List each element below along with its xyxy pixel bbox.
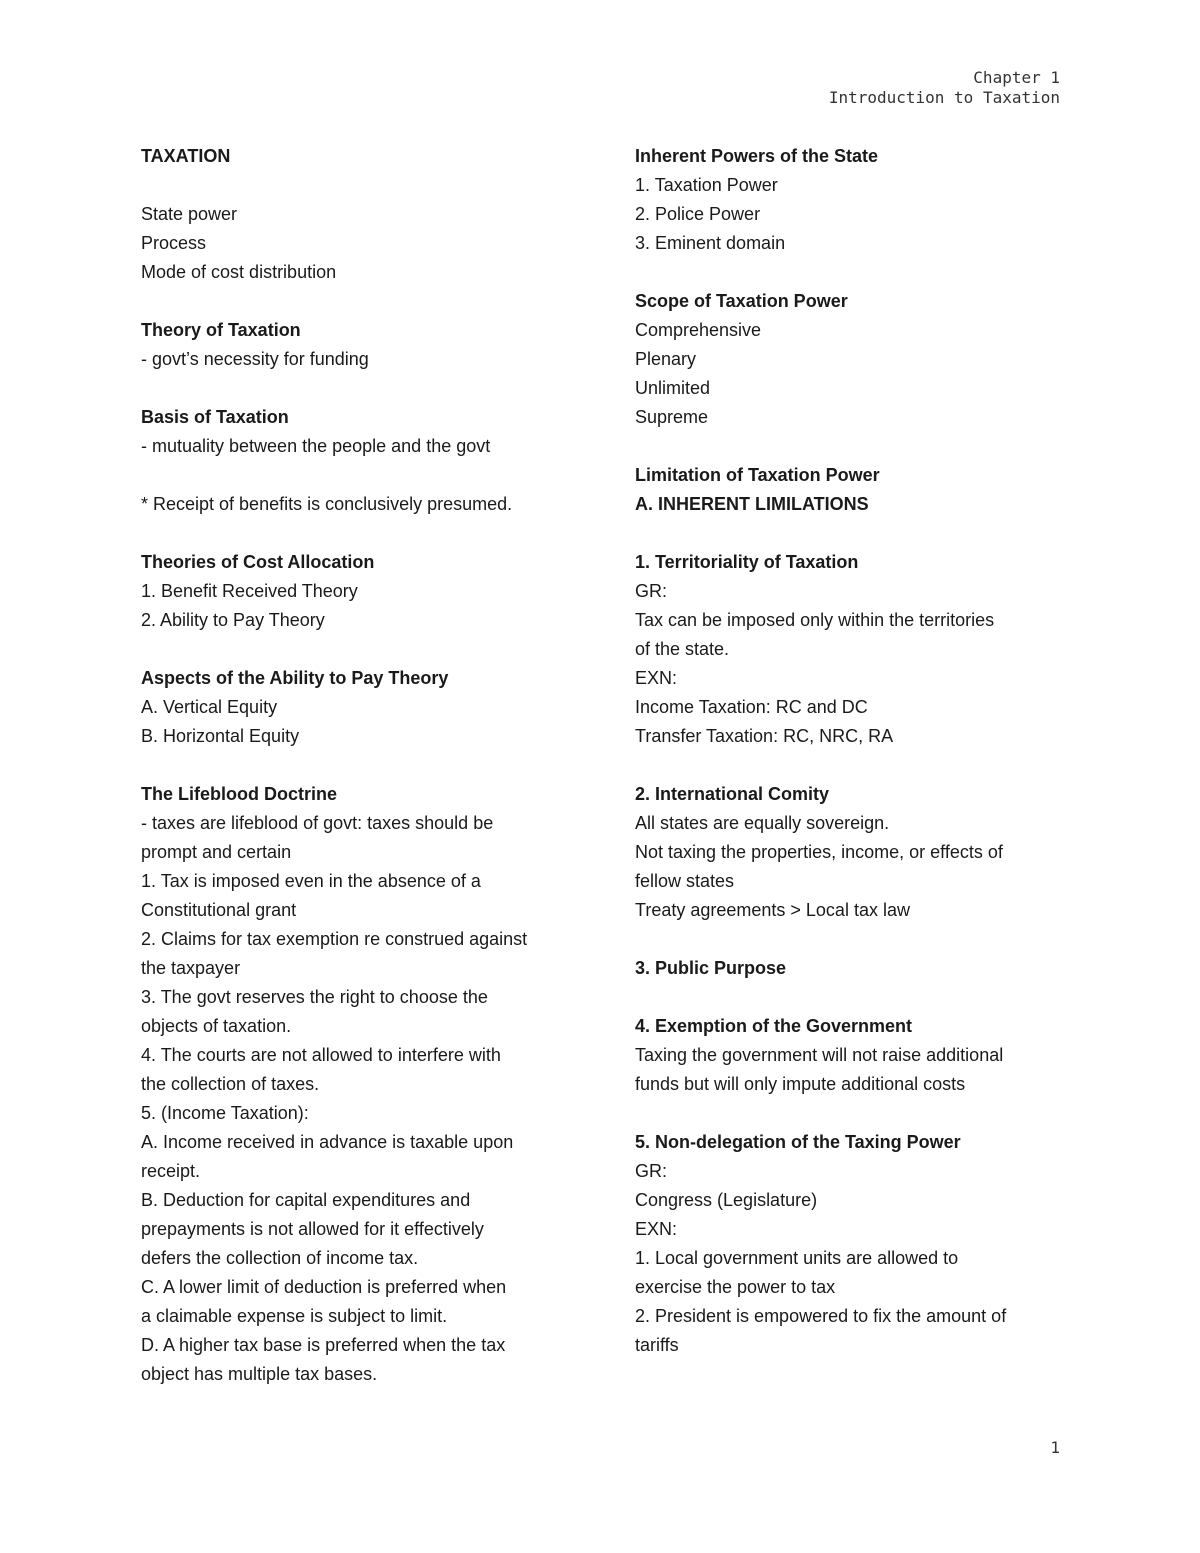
section-heading: 3. Public Purpose <box>635 958 787 978</box>
text-line: tariffs <box>635 1335 679 1355</box>
blank-line <box>141 287 581 316</box>
text-line: Tax can be imposed only within the territories <box>635 610 995 630</box>
blank-line <box>635 519 1065 548</box>
text-line: State power <box>141 204 238 224</box>
text-line: Taxing the government will not raise additional <box>635 1045 1004 1065</box>
section-heading: A. INHERENT LIMILATIONS <box>635 494 869 514</box>
text-line: 3. Eminent domain <box>635 233 786 253</box>
text-line: 1. Benefit Received Theory <box>141 581 358 601</box>
blank-line <box>635 983 1065 1012</box>
text-line: the taxpayer <box>141 958 241 978</box>
section-heading: Theories of Cost Allocation <box>141 552 375 572</box>
left-column <box>141 142 581 1389</box>
text-line: GR: <box>635 581 668 601</box>
text-line: 2. Police Power <box>635 204 761 224</box>
text-line: A. Income received in advance is taxable upon <box>141 1132 514 1152</box>
blank-line <box>141 635 581 664</box>
text-line: Income Taxation: RC and DC <box>635 697 868 717</box>
blank-line <box>141 751 581 780</box>
text-line: object has multiple tax bases. <box>141 1364 378 1384</box>
section-heading: 2. International Comity <box>635 784 830 804</box>
text-line: Supreme <box>635 407 709 427</box>
text-line: Mode of cost distribution <box>141 262 337 282</box>
text-line: GR: <box>635 1161 668 1181</box>
text-line: funds but will only impute additional costs <box>635 1074 966 1094</box>
blank-line <box>635 751 1065 780</box>
text-line: Congress (Legislature) <box>635 1190 818 1210</box>
blank-line <box>635 1099 1065 1128</box>
section-heading: 4. Exemption of the Government <box>635 1016 913 1036</box>
text-line: prepayments is not allowed for it effectively <box>141 1219 484 1239</box>
header-chapter: Chapter 1 <box>973 68 1060 87</box>
blank-line <box>141 519 581 548</box>
text-line: 1. Taxation Power <box>635 175 778 195</box>
text-line: receipt. <box>141 1161 201 1181</box>
section-heading: Scope of Taxation Power <box>635 291 848 311</box>
section-heading: 1. Territoriality of Taxation <box>635 552 859 572</box>
text-line: a claimable expense is subject to limit. <box>141 1306 448 1326</box>
text-line: Comprehensive <box>635 320 762 340</box>
blank-line <box>635 925 1065 954</box>
page-number: 1 <box>1050 1438 1060 1457</box>
section-heading: 5. Non-delegation of the Taxing Power <box>635 1132 961 1152</box>
text-line: fellow states <box>635 871 735 891</box>
section-heading: Limitation of Taxation Power <box>635 465 880 485</box>
text-line: exercise the power to tax <box>635 1277 836 1297</box>
text-line: 1. Local government units are allowed to <box>635 1248 959 1268</box>
text-line: * Receipt of benefits is conclusively presumed. <box>141 494 513 514</box>
text-line: Constitutional grant <box>141 900 297 920</box>
section-heading: Theory of Taxation <box>141 320 301 340</box>
text-line: 3. The govt reserves the right to choose the <box>141 987 488 1007</box>
text-line: EXN: <box>635 668 678 688</box>
text-line: 2. Claims for tax exemption re construed against <box>141 929 528 949</box>
header-title: Introduction to Taxation <box>828 88 1060 107</box>
blank-line <box>141 461 581 490</box>
section-heading: Basis of Taxation <box>141 407 289 427</box>
section-heading: Aspects of the Ability to Pay Theory <box>141 668 449 688</box>
page-header <box>829 68 1060 108</box>
text-line: of the state. <box>635 639 730 659</box>
text-line: 2. Ability to Pay Theory <box>141 610 325 630</box>
text-line: defers the collection of income tax. <box>141 1248 419 1268</box>
text-line: Unlimited <box>635 378 711 398</box>
text-line: C. A lower limit of deduction is preferred when <box>141 1277 507 1297</box>
text-line: EXN: <box>635 1219 678 1239</box>
text-line: - mutuality between the people and the govt <box>141 436 491 456</box>
text-line: 5. (Income Taxation): <box>141 1103 309 1123</box>
section-heading: Inherent Powers of the State <box>635 146 879 166</box>
section-heading: TAXATION <box>141 146 231 166</box>
text-line: the collection of taxes. <box>141 1074 320 1094</box>
section-heading: The Lifeblood Doctrine <box>141 784 337 804</box>
text-line: D. A higher tax base is preferred when the tax <box>141 1335 506 1355</box>
text-line: All states are equally sovereign. <box>635 813 890 833</box>
text-line: Transfer Taxation: RC, NRC, RA <box>635 726 894 746</box>
text-line: Not taxing the properties, income, or effects of <box>635 842 1003 862</box>
blank-line <box>141 171 581 200</box>
text-line: A. Vertical Equity <box>141 697 278 717</box>
text-line: objects of taxation. <box>141 1016 292 1036</box>
text-line: B. Horizontal Equity <box>141 726 300 746</box>
blank-line <box>141 374 581 403</box>
text-line: 2. President is empowered to fix the amount of <box>635 1306 1007 1326</box>
text-line: B. Deduction for capital expenditures and <box>141 1190 471 1210</box>
text-line: Process <box>141 233 207 253</box>
right-column <box>635 142 1065 1360</box>
text-line: 1. Tax is imposed even in the absence of a <box>141 871 481 891</box>
blank-line <box>635 432 1065 461</box>
text-line: prompt and certain <box>141 842 292 862</box>
text-line: - govt’s necessity for funding <box>141 349 369 369</box>
text-line: Plenary <box>635 349 697 369</box>
text-line: Treaty agreements > Local tax law <box>635 900 910 920</box>
text-line: 4. The courts are not allowed to interfere with <box>141 1045 501 1065</box>
blank-line <box>635 258 1065 287</box>
text-line: - taxes are lifeblood of govt: taxes should be <box>141 813 494 833</box>
